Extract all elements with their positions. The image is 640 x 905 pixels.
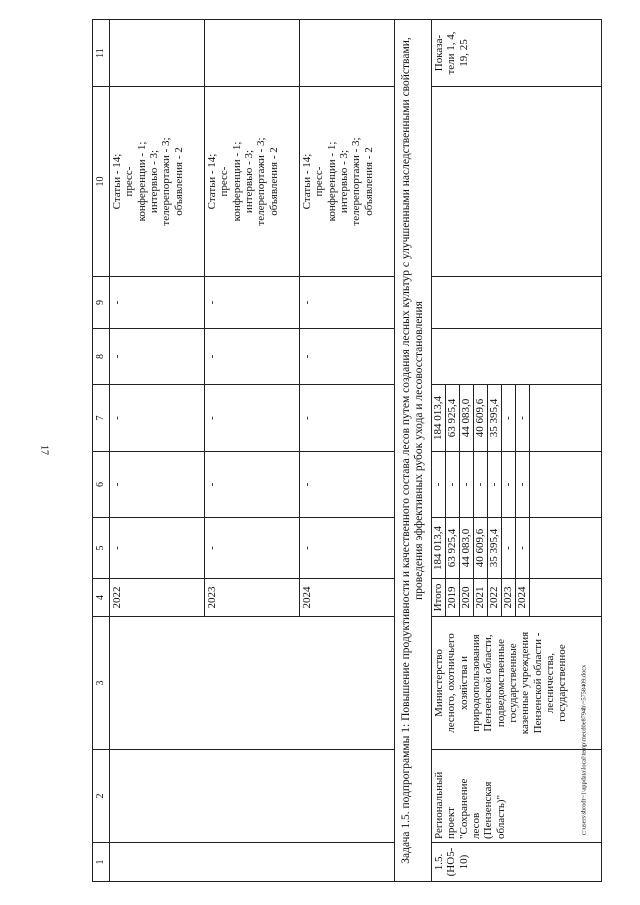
- value-cell: -: [300, 452, 395, 518]
- value-cell: -: [474, 452, 488, 518]
- value-cell: -: [502, 452, 516, 518]
- value-cell: -: [205, 385, 300, 452]
- value-cell: -: [110, 329, 205, 385]
- project-row-total: [432, 20, 446, 882]
- cell-empty: [432, 87, 602, 277]
- header-cell-11: 11: [93, 20, 110, 87]
- value-cell: -: [300, 329, 395, 385]
- value-cell: -: [446, 452, 460, 518]
- header-cell-3: 3: [93, 617, 110, 750]
- project-executor: Министерство лесного, охотничьего хозяйства и природопользования Пензенской области, подведомственные государственные казенные учреждения Пензенской области - лесничества, государственное: [432, 617, 602, 750]
- header-cell-2: 2: [93, 750, 110, 843]
- rotated-table-container: [92, 20, 602, 882]
- value-cell: -: [205, 518, 300, 579]
- cell-empty: [300, 20, 395, 87]
- cell-empty: [110, 617, 395, 750]
- value-cell: -: [516, 385, 530, 452]
- value-cell: -: [205, 452, 300, 518]
- value-cell: 184 013,4: [432, 518, 446, 579]
- year-cell: 2022: [488, 579, 502, 617]
- header-cell-5: 5: [93, 518, 110, 579]
- value-cell: 44 083,0: [460, 518, 474, 579]
- value-cell: -: [110, 518, 205, 579]
- task-title: Задача 1.5. подпрограммы 1: Повышение продуктивности и качественного состава лесов путем создания лесных культур с улучшенными наследственными свойствами, проведения эффективных рубок ухода и лесовосстановления: [395, 20, 432, 882]
- year-cell: 2020: [460, 579, 474, 617]
- project-indicators: Показа- тели 1, 4, 19, 25: [432, 20, 602, 87]
- project-number: 1.5. (НО5-10): [432, 843, 602, 882]
- task-row: [395, 20, 432, 882]
- value-cell: -: [205, 277, 300, 329]
- cell-empty: [110, 20, 205, 87]
- cell-empty: [530, 579, 602, 617]
- value-cell: -: [502, 518, 516, 579]
- value-cell: 35 395,4: [488, 518, 502, 579]
- value-cell: 63 925,4: [446, 385, 460, 452]
- cell-empty: [110, 843, 395, 882]
- header-cell-9: 9: [93, 277, 110, 329]
- year-cell: 2022: [110, 579, 205, 617]
- header-cell-10: 10: [93, 87, 110, 277]
- cell-empty: [530, 452, 602, 518]
- value-cell: 44 083,0: [460, 385, 474, 452]
- page-number: 17: [38, 445, 50, 455]
- value-cell: 184 013,4: [432, 385, 446, 452]
- cell-empty: [205, 20, 300, 87]
- value-cell: -: [488, 452, 502, 518]
- value-cell: -: [110, 277, 205, 329]
- cell-empty: [530, 518, 602, 579]
- value-cell: -: [300, 518, 395, 579]
- year-cell: Итого: [432, 579, 446, 617]
- value-cell: 35 395,4: [488, 385, 502, 452]
- header-cell-8: 8: [93, 329, 110, 385]
- year-cell: 2024: [516, 579, 530, 617]
- value-cell: -: [502, 385, 516, 452]
- media-indicators-cell: Статьи - 14; пресс- конференции - 1; интервью - 3; телерепортажи - 3; объявления - 2: [300, 87, 395, 277]
- value-cell: -: [516, 518, 530, 579]
- value-cell: 40 609,6: [474, 385, 488, 452]
- year-cell: 2023: [205, 579, 300, 617]
- value-cell: -: [460, 452, 474, 518]
- value-cell: 63 925,4: [446, 518, 460, 579]
- header-cell-7: 7: [93, 385, 110, 452]
- cell-empty: [530, 385, 602, 452]
- media-indicators-cell: Статьи - 14; пресс- конференции - 1; интервью - 3; телерепортажи - 3; объявления - 2: [110, 87, 205, 277]
- header-cell-4: 4: [93, 579, 110, 617]
- media-row-2022: [110, 20, 205, 882]
- cell-empty: [432, 277, 602, 329]
- program-table: [92, 19, 602, 882]
- value-cell: -: [516, 452, 530, 518]
- value-cell: -: [432, 452, 446, 518]
- header-cell-1: 1: [93, 843, 110, 882]
- footer-file-path: c:\users\sbrodt~1\appdata\local\temp\mecd0e8794b\~5758409.docx: [580, 664, 588, 836]
- value-cell: 40 609,6: [474, 518, 488, 579]
- value-cell: -: [110, 452, 205, 518]
- value-cell: -: [300, 385, 395, 452]
- value-cell: -: [205, 329, 300, 385]
- cell-empty: [432, 329, 602, 385]
- year-cell: 2019: [446, 579, 460, 617]
- project-name: Региональный проект "Сохранение лесов (Пензенская область)": [432, 750, 602, 843]
- header-row: [93, 20, 110, 882]
- header-cell-6: 6: [93, 452, 110, 518]
- year-cell: 2024: [300, 579, 395, 617]
- year-cell: 2021: [474, 579, 488, 617]
- value-cell: -: [300, 277, 395, 329]
- year-cell: 2023: [502, 579, 516, 617]
- cell-empty: [110, 750, 395, 843]
- value-cell: -: [110, 385, 205, 452]
- media-indicators-cell: Статьи - 14; пресс- конференции - 1; интервью - 3; телерепортажи - 3; объявления - 2: [205, 87, 300, 277]
